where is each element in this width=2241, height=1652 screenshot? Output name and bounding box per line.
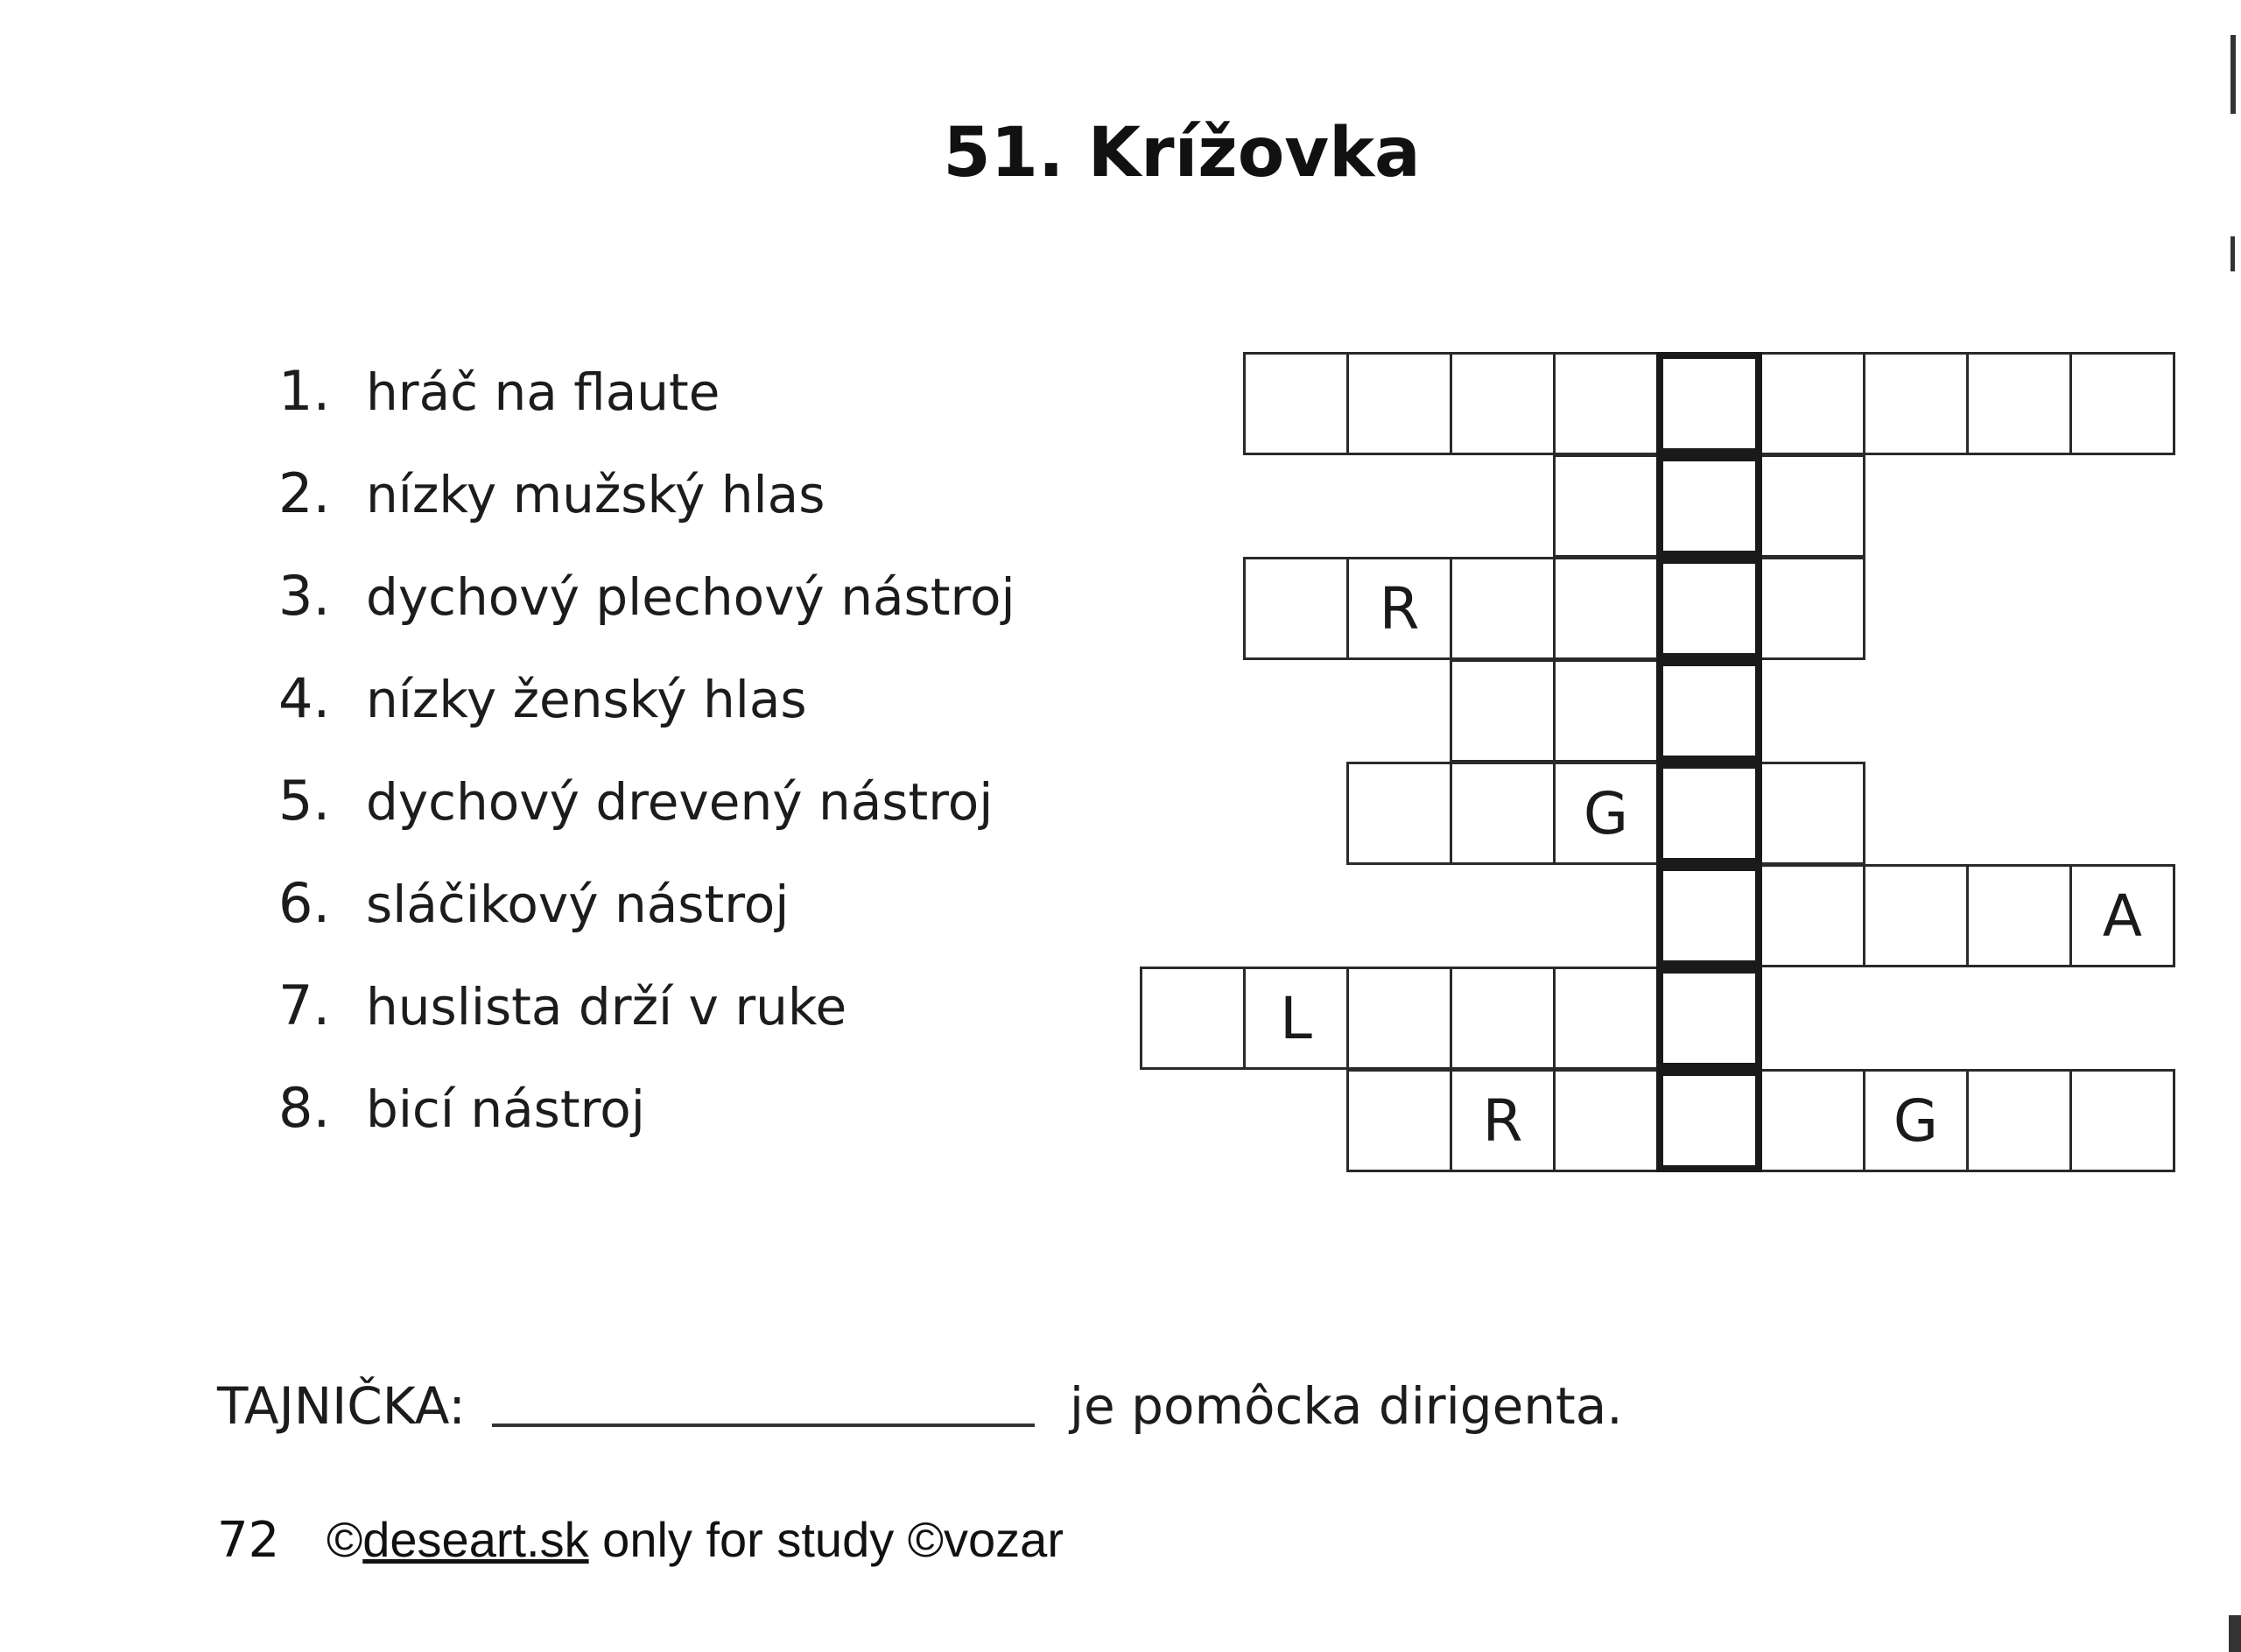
given-letter: A [2102,882,2143,950]
crossword-cell[interactable] [1553,659,1659,763]
secret-column-cell[interactable] [1656,659,1762,763]
clue-text: sláčikový nástroj [366,875,790,934]
clue-text: nízky ženský hlas [366,670,807,729]
given-letter: L [1280,984,1312,1052]
clue-number: 3. [278,564,331,628]
edge-mark [2229,1615,2241,1652]
clue-5 [278,770,993,833]
crossword-cell[interactable] [1863,864,1969,967]
page-title: 51. Krížovka [943,114,1421,193]
clue-8 [278,1078,645,1140]
crossword-cell[interactable] [2069,352,2175,455]
clue-number: 4. [278,666,331,730]
crossword-cell[interactable] [1863,1069,1969,1172]
secret-column-cell[interactable] [1656,762,1762,865]
crossword-cell[interactable] [1346,762,1452,865]
crossword-cell[interactable] [1760,1069,1865,1172]
given-letter: G [1893,1086,1939,1155]
edge-mark [2230,35,2236,114]
crossword-cell[interactable] [1243,557,1349,660]
crossword-cell[interactable] [1346,352,1452,455]
crossword-cell[interactable] [1346,1069,1452,1172]
footer-note: only for study ©vozar [588,1512,1064,1567]
crossword-cell[interactable] [1760,762,1865,865]
secret-column-cell[interactable] [1656,1069,1762,1172]
clue-text: bicí nástroj [366,1079,645,1139]
secret-word-line [217,1376,1623,1436]
crossword-cell[interactable] [1553,454,1659,558]
crossword-cell[interactable] [1553,557,1659,660]
crossword-cell[interactable] [1450,557,1556,660]
clue-7 [278,975,847,1037]
clue-number: 7. [278,974,331,1037]
crossword-cell[interactable] [1346,557,1452,660]
given-letter: R [1482,1086,1523,1155]
crossword-cell[interactable] [1760,864,1865,967]
clue-6 [278,873,789,935]
crossword-cell[interactable] [1450,659,1556,763]
crossword-cell[interactable] [1553,352,1659,455]
crossword-cell[interactable] [1450,352,1556,455]
given-letter: G [1583,779,1629,847]
crossword-cell[interactable] [1450,762,1556,865]
clue-3 [278,566,1015,628]
given-letter: R [1379,574,1420,643]
crossword-cell[interactable] [1553,1069,1659,1172]
clue-number: 6. [278,871,331,935]
clue-text: huslista drží v ruke [366,977,847,1037]
crossword-cell[interactable] [1140,967,1246,1070]
crossword-cell[interactable] [1966,864,2072,967]
crossword-cell[interactable] [1760,352,1865,455]
clue-number: 5. [278,769,331,833]
clue-text: hráč na flaute [366,362,720,422]
edge-mark [2230,236,2235,271]
clue-text: nízky mužský hlas [366,465,825,524]
clue-number: 8. [278,1076,331,1140]
clue-1 [278,361,720,423]
clue-number: 2. [278,461,331,525]
clue-number: 1. [278,359,331,423]
clue-2 [278,463,825,525]
crossword-cell[interactable] [1966,1069,2072,1172]
crossword-cell[interactable] [1863,352,1969,455]
page-footer [217,1511,1064,1569]
secret-column-cell[interactable] [1656,864,1762,967]
crossword-cell[interactable] [1450,967,1556,1070]
copyright-prefix: © [327,1512,363,1567]
crossword-cell[interactable] [2069,864,2175,967]
secret-column-cell[interactable] [1656,967,1762,1070]
crossword-cell[interactable] [1553,967,1659,1070]
secret-word-suffix: je pomôcka dirigenta. [1069,1376,1623,1436]
crossword-cell[interactable] [1243,967,1349,1070]
secret-word-blank[interactable] [492,1424,1035,1427]
crossword-cell[interactable] [1966,352,2072,455]
clue-text: dychový plechový nástroj [366,567,1015,627]
crossword-cell[interactable] [1760,557,1865,660]
secret-column-cell[interactable] [1656,454,1762,558]
secret-column-cell[interactable] [1656,557,1762,660]
crossword-cell[interactable] [1553,762,1659,865]
secret-column-cell[interactable] [1656,352,1762,455]
crossword-cell[interactable] [2069,1069,2175,1172]
crossword-cell[interactable] [1760,454,1865,558]
source-link[interactable]: deseart.sk [362,1512,589,1567]
secret-word-label: TAJNIČKA: [217,1376,466,1436]
crossword-cell[interactable] [1450,1069,1556,1172]
clue-4 [278,668,807,730]
page-number: 72 [217,1512,280,1569]
crossword-cell[interactable] [1243,352,1349,455]
clue-text: dychový drevený nástroj [366,772,994,832]
crossword-cell[interactable] [1346,967,1452,1070]
